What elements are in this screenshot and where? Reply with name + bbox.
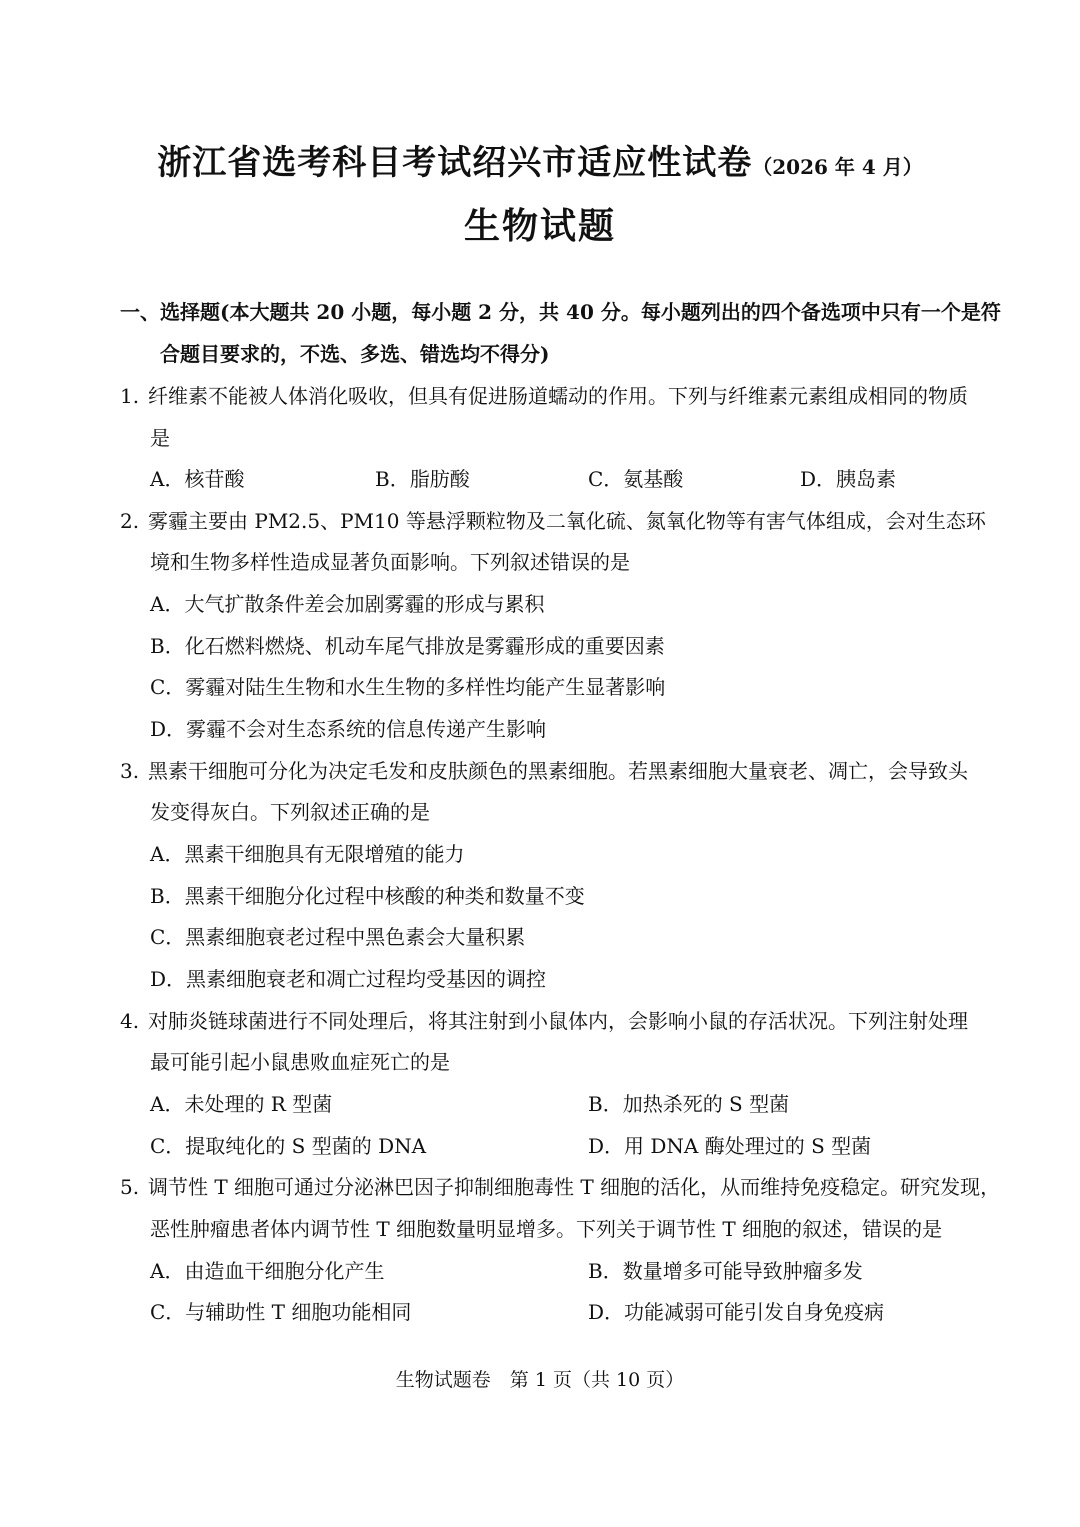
question-4-option-b[interactable]: B．加热杀死的 S 型菌 bbox=[588, 1092, 790, 1116]
page-footer: 生物试题卷 第 1 页（共 10 页） bbox=[395, 1369, 685, 1391]
exam-date: （2026 年 4 月） bbox=[752, 155, 923, 179]
question-4-stem-cont: 最可能引起小鼠患败血症死亡的是 bbox=[150, 1050, 450, 1074]
question-stem: 对肺炎链球菌进行不同处理后，将其注射到小鼠体内，会影响小鼠的存活状况。下列注射处理 bbox=[148, 1009, 968, 1033]
question-number: 2. bbox=[120, 509, 140, 533]
question-3-option-d[interactable]: D．黑素细胞衰老和凋亡过程均受基因的调控 bbox=[150, 967, 547, 991]
question-5-option-d[interactable]: D．功能减弱可能引发自身免疫病 bbox=[588, 1300, 885, 1324]
question-1-option-c[interactable]: C．氨基酸 bbox=[588, 467, 684, 491]
question-stem: 纤维素不能被人体消化吸收，但具有促进肠道蠕动的作用。下列与纤维素元素组成相同的物质 bbox=[148, 384, 968, 408]
question-2-option-b[interactable]: B．化石燃料燃烧、机动车尾气排放是雾霾形成的重要因素 bbox=[150, 634, 665, 658]
question-2-stem-cont: 境和生物多样性造成显著负面影响。下列叙述错误的是 bbox=[150, 550, 630, 574]
question-4-option-d[interactable]: D．用 DNA 酶处理过的 S 型菌 bbox=[588, 1134, 872, 1158]
question-1-option-b[interactable]: B．脂肪酸 bbox=[375, 467, 470, 491]
question-2-option-c[interactable]: C．雾霾对陆生生物和水生生物的多样性均能产生显著影响 bbox=[150, 675, 666, 699]
question-5-stem-cont: 恶性肿瘤患者体内调节性 T 细胞数量明显增多。下列关于调节性 T 细胞的叙述，错误的是 bbox=[150, 1217, 943, 1241]
question-5-option-b[interactable]: B．数量增多可能导致肿瘤多发 bbox=[588, 1259, 863, 1283]
question-number: 4. bbox=[120, 1009, 140, 1033]
question-number: 3. bbox=[120, 759, 140, 783]
question-2-option-a[interactable]: A．大气扩散条件差会加剧雾霾的形成与累积 bbox=[150, 592, 545, 616]
question-4 bbox=[120, 1007, 968, 1035]
question-number: 5. bbox=[120, 1175, 140, 1199]
question-1-option-a[interactable]: A．核苷酸 bbox=[150, 467, 245, 491]
question-3-stem-cont: 发变得灰白。下列叙述正确的是 bbox=[150, 800, 430, 824]
section-heading-line2: 合题目要求的，不选、多选、错选均不得分) bbox=[160, 342, 550, 366]
question-1 bbox=[120, 382, 968, 410]
question-5 bbox=[120, 1173, 1000, 1201]
question-number: 1. bbox=[120, 384, 140, 408]
question-4-option-a[interactable]: A．未处理的 R 型菌 bbox=[150, 1092, 333, 1116]
question-2-option-d[interactable]: D．雾霾不会对生态系统的信息传递产生影响 bbox=[150, 717, 547, 741]
exam-title bbox=[0, 135, 1080, 184]
question-stem: 调节性 T 细胞可通过分泌淋巴因子抑制细胞毒性 T 细胞的活化，从而维持免疫稳定。研究发现， bbox=[148, 1175, 1001, 1199]
question-3-option-a[interactable]: A．黑素干细胞具有无限增殖的能力 bbox=[150, 842, 465, 866]
question-stem: 黑素干细胞可分化为决定毛发和皮肤颜色的黑素细胞。若黑素细胞大量衰老、凋亡，会导致头 bbox=[148, 759, 968, 783]
question-stem: 雾霾主要由 PM2.5、PM10 等悬浮颗粒物及二氧化硫、氮氧化物等有害气体组成，会对生态环 bbox=[148, 509, 986, 533]
question-3-option-c[interactable]: C．黑素细胞衰老过程中黑色素会大量积累 bbox=[150, 925, 526, 949]
question-4-option-c[interactable]: C．提取纯化的 S 型菌的 DNA bbox=[150, 1134, 427, 1158]
exam-subject: 生物试题 bbox=[463, 205, 616, 247]
exam-title-text: 浙江省选考科目考试绍兴市适应性试卷 bbox=[157, 143, 753, 183]
question-5-option-a[interactable]: A．由造血干细胞分化产生 bbox=[150, 1259, 385, 1283]
question-1-option-d[interactable]: D．胰岛素 bbox=[800, 467, 897, 491]
question-3 bbox=[120, 757, 968, 785]
question-5-option-c[interactable]: C．与辅助性 T 细胞功能相同 bbox=[150, 1300, 412, 1324]
section-heading-line1: 一、选择题(本大题共 20 小题，每小题 2 分，共 40 分。每小题列出的四个备选项中只有一个是符 bbox=[120, 300, 1001, 324]
question-2 bbox=[120, 507, 986, 535]
question-3-option-b[interactable]: B．黑素干细胞分化过程中核酸的种类和数量不变 bbox=[150, 884, 585, 908]
question-1-stem-cont: 是 bbox=[150, 426, 170, 450]
